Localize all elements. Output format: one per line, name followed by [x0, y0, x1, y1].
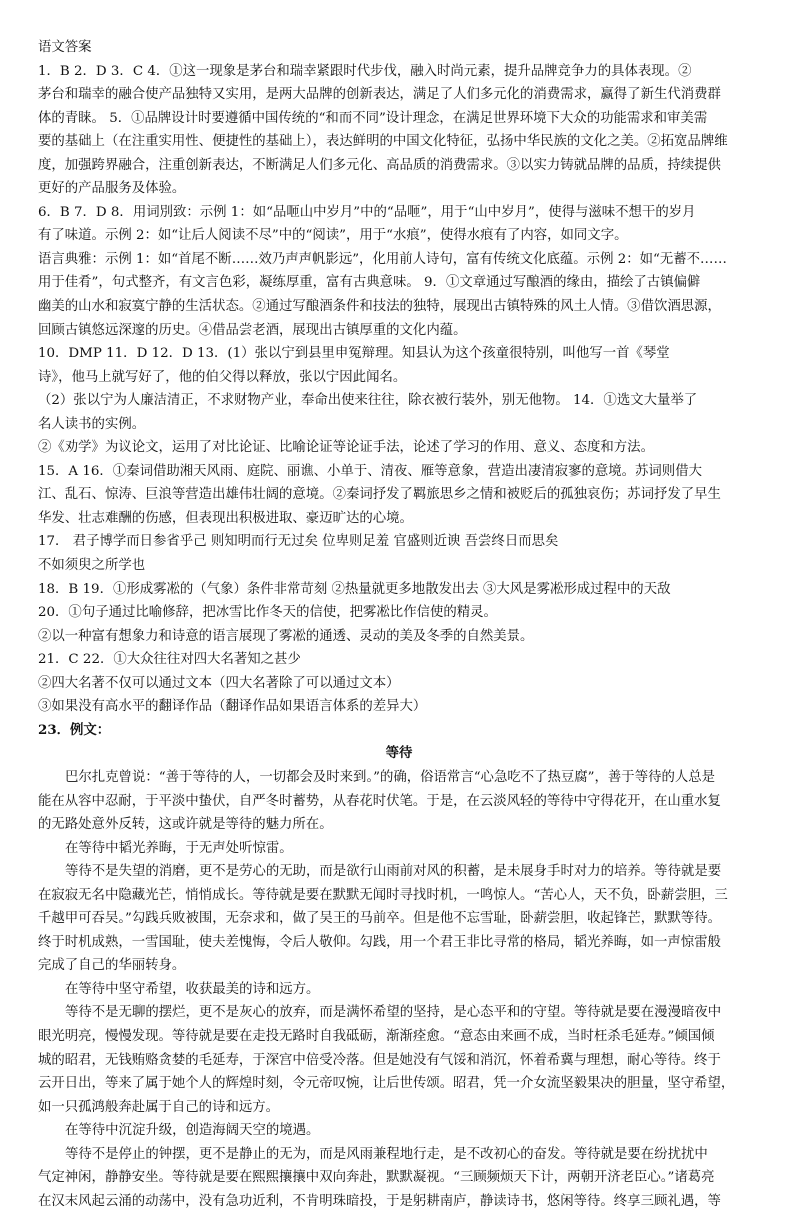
text-line: 城的昭君，无钱贿赂贪婪的毛延寿，于深宫中倍受冷落。但是她没有气馁和消沉，怀着希冀与理想，耐心等待。终于: [38, 1052, 721, 1068]
essay-title: 等待: [385, 745, 413, 762]
text-line: 用于佳肴”，句式整齐，有文言色彩，凝练厚重，富有古典意味。 9．①文章通过写酿酒的缘由，描绘了古镇偏僻: [38, 275, 701, 291]
text-line: （2）张以宁为人廉洁清正，不求财物产业，奉命出使来往往，除衣被行装外，别无他物。 14．①选文大量举了: [38, 393, 698, 409]
text-line: 18．B 19．①形成雾凇的（气象）条件非常苛刻 ②热量就更多地散发出去 ③大风是雾凇形成过程中的天敌: [38, 581, 671, 597]
text-line: 要的基础上（在注重实用性、便捷性的基础上），表达鲜明的中国文化特征，弘扬中华民族的文化之美。②拓宽品牌维: [38, 134, 728, 150]
text-line: 21．C 22．①大众往往对四大名著知之甚少: [38, 652, 301, 668]
text-line: 有了味道。示例 2：如“让后人阅读不尽”中的“阅读”，用于“水痕”，使得水痕有了内容，如同文字。: [38, 228, 628, 244]
text-line: 语文答案: [38, 40, 92, 55]
text-line: 10．DMP 11．D 12．D 13．(1）张以宁到县里申冤辩理。知县认为这个孩童很特别，叫他写一首《琴堂: [38, 346, 670, 362]
text-line: 等待不是停止的钟摆，更不是静止的无为，而是风雨兼程地行走，是不改初心的奋发。等待就是要在纷扰扰中: [65, 1146, 708, 1162]
text-line: 完成了自己的华丽转身。: [38, 958, 186, 974]
text-line: 回顾古镇悠远深邃的历史。④借品尝老酒，展现出古镇厚重的文化内蕴。: [38, 322, 467, 338]
text-line: 体的青睐。 5．①品牌设计时要遵循中国传统的“和而不同”设计理念，在满足世界环境下大众的功能需求和审美需: [38, 110, 708, 126]
text-line: 在等待中沉淀升级，创造海阔天空的境遇。: [65, 1123, 320, 1139]
text-line: 17． 君子博学而日参省乎己 则知明而行无过矣 位卑则足羞 官盛则近谀 吾尝终日而思矣: [38, 534, 559, 550]
text-line: 眼光明亮，慢慢发现。等待就是要在走投无路时自我砥砺，渐渐痊愈。“意态由来画不成，当时枉杀毛延寿。”倾国倾: [38, 1028, 715, 1044]
text-line: 千越甲可吞吴。”勾践兵败被围，无奈求和，做了吴王的马前卒。但是他不忘雪耻，卧薪尝胆，收起锋芒，默默等待。: [38, 911, 722, 927]
answer-document: [38, 36, 760, 1213]
text-line: 云开日出，等来了属于她个人的辉煌时刻，令元帝叹惋，让后世传颂。昭君，凭一介女流坚毅果决的胆量，坚守希望，: [38, 1076, 735, 1092]
text-line: 如一只孤鸿般奔赴属于自己的诗和远方。: [38, 1099, 280, 1115]
text-line: 在等待中韬光养晦，于无声处听惊雷。: [65, 840, 293, 856]
text-line: 更好的产品服务及体验。: [38, 181, 186, 197]
text-line: 幽美的山水和寂寞宁静的生活状态。②通过写酿酒条件和技法的独特，展现出古镇特殊的风土人情。③借饮酒思源，: [38, 299, 721, 315]
text-line: ③如果没有高水平的翻译作品（翻译作品如果语言体系的差异大）: [38, 699, 427, 715]
text-line: 15．A 16．①秦词借助湘天风雨、庭院、丽谯、小单于、清夜、雁等意象，营造出凄清寂寥的意境。苏词则借大: [38, 463, 702, 479]
text-line: ②四大名著不仅可以通过文本（四大名著除了可以通过文本）: [38, 675, 400, 691]
text-line: 语言典雅：示例 1：如“首尾不断……效乃声声帆影远”，化用前人诗句，富有传统文化底蕴。示例 2：如“无蓄不……: [38, 251, 727, 267]
text-line: 等待不是失望的消磨，更不是劳心的无助，而是欲行山雨前对风的积蓄，是未展身手时对力的培养。等待就是要: [65, 864, 722, 880]
text-line: 的无路处意外反转，这或许就是等待的魅力所在。: [38, 817, 333, 833]
text-line: 6．B 7．D 8．用词別致：示例 1：如“品咂山中岁月”中的“品咂”，用于“山中岁月”，使得与滋味不想干的岁月: [38, 204, 696, 220]
text-line: 度，加强跨界融合，注重创新表达，不断满足人们多元化、高品质的消费需求。③以实力铸就品牌的品质，持续提供: [38, 157, 721, 173]
text-line: 江、乱石、惊涛、巨浪等营造出雄伟壮阔的意境。②秦词抒发了羁旅思乡之情和被贬后的孤独哀伤；苏词抒发了早生: [38, 487, 721, 503]
text-line: 1．B 2．D 3．C 4．①这一现象是茅台和瑞幸紧跟时代步伐，融入时尚元素，提升品牌竞争力的具体表现。②: [38, 63, 692, 79]
text-line: 终于时机成熟，一雪国耻，使夫差愧悔，令后人敬仰。勾践，用一个君王非比寻常的格局，韬光养晦，如一声惊雷般: [38, 934, 721, 950]
text-line: 在寂寂无名中隐藏光芒，悄悄成长。等待就是要在默默无闻时寻找时机，一鸣惊人。“苦心人，天不负，卧薪尝胆，三: [38, 887, 728, 903]
text-line: 在等待中坚守希望，收获最美的诗和远方。: [65, 981, 320, 997]
text-line: 名人读书的实例。: [38, 416, 146, 432]
text-line: 能在从容中忍耐，于平淡中蛰伏，自严冬时蓄势，从春花时伏笔。于是，在云淡风轻的等待中守得花开，在山重水复: [38, 793, 721, 809]
text-line: 诗》，他马上就写好了，他的伯父得以释放，张以宁因此闻名。: [38, 369, 407, 385]
text-line: 华发、壮志难酬的伤感，但表现出积极进取、豪迈旷达的心境。: [38, 510, 413, 526]
text-line: 气定神闲，静静安坐。等待就是要在熙熙攘攘中双向奔赴，默默凝视。“三顾频烦天下计，两朝开济老臣心。”诸葛亮: [38, 1170, 715, 1186]
text-line: 茅台和瑞幸的融合使产品独特又实用，是两大品牌的创新表达，满足了人们多元化的消费需求，赢得了新生代消费群: [38, 87, 721, 103]
text-line: 不如须臾之所学也: [38, 558, 146, 574]
text-line: ②以一种富有想象力和诗意的语言展现了雾凇的通透、灵动的美及冬季的自然美景。: [38, 628, 534, 644]
text-line: 巴尔扎克曾说：“善于等待的人，一切都会及时来到。”的确，俗语常言“心急吃不了热豆腐”，善于等待的人总是: [65, 769, 716, 785]
text-line: 等待不是无聊的摆烂，更不是灰心的放弃，而是满怀希望的坚持，是心态平和的守望。等待就是要在漫漫暗夜中: [65, 1005, 722, 1021]
answer-section: [38, 36, 760, 742]
essay-body: [38, 766, 760, 1213]
text-line: ②《劝学》为议论文，运用了对比论证、比喻论证等论证手法，论述了学习的作用、意义、态度和方法。: [38, 440, 654, 456]
text-line: 在汉末风起云涌的动荡中，没有急功近利，不肯明珠暗投，于是躬耕南庐，静读诗书，悠闲等待。终享三顾礼遇，等: [38, 1193, 721, 1209]
text-line: 23．例文：: [38, 721, 111, 738]
text-line: 20．①句子通过比喻修辞，把冰雪比作冬天的信使，把雾凇比作信使的精灵。: [38, 605, 497, 621]
